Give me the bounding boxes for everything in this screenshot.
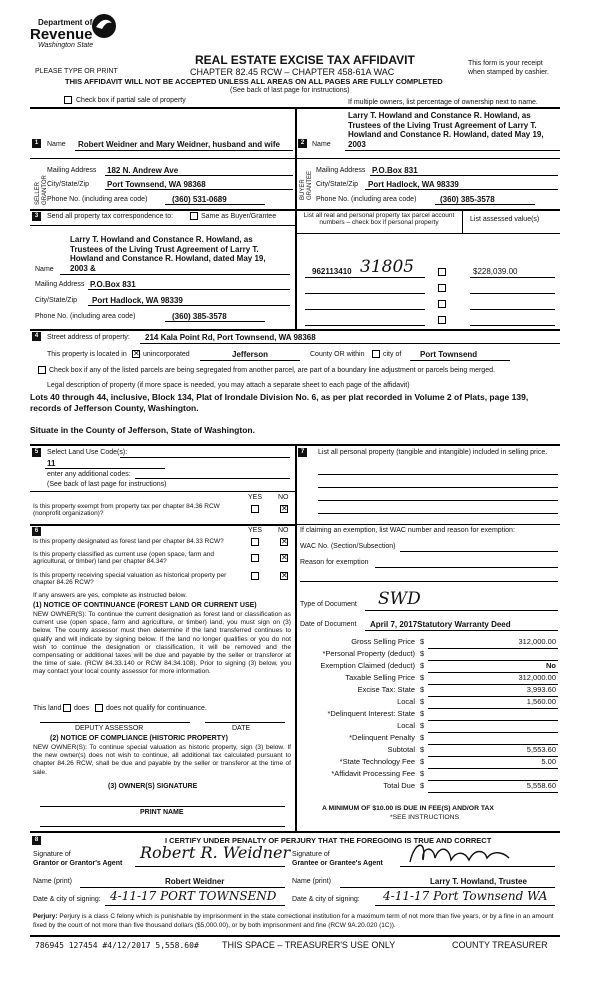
grantor-sig-line <box>135 866 285 867</box>
calc-row <box>300 782 558 794</box>
forest-question: Is this property designated as forest land per chapter 84.33 RCW? <box>33 538 224 545</box>
pp-line-2 <box>318 487 558 488</box>
land-does-label: This land <box>33 705 62 712</box>
sec3-name-last: 2003 & <box>70 264 96 273</box>
grantor-date-line <box>105 905 285 906</box>
seller-city: Port Townsend, WA 98368 <box>107 180 206 189</box>
land-does-not-checkbox[interactable] <box>95 704 103 712</box>
segregated-checkbox[interactable] <box>38 366 46 374</box>
forest-yes-checkbox[interactable] <box>251 538 259 546</box>
date-of-doc-label: Date of Document <box>300 621 357 628</box>
notice1-title: (1) NOTICE OF CONTINUANCE (FOREST LAND OR CURRENT USE) <box>33 602 257 609</box>
historic-question: Is this property receiving special valuation as historical property per chapter 84.26 RCW? <box>33 572 227 587</box>
personal-property-checkbox-2[interactable] <box>438 284 446 292</box>
logo-revenue: Revenue <box>30 26 93 43</box>
city-line <box>410 360 510 361</box>
calc-currency: $ <box>420 649 425 658</box>
unincorporated-checkbox[interactable]: ✕ <box>133 349 140 358</box>
buyer-phone-line <box>435 204 535 205</box>
calc-currency: $ <box>420 721 425 730</box>
wac-line <box>400 551 558 552</box>
buyer-addr-label: Mailing Address <box>316 167 366 174</box>
deputy-assessor-label: DEPUTY ASSESSOR <box>75 725 144 732</box>
county-label: County OR within <box>310 351 365 358</box>
owner-sig-line <box>40 806 285 807</box>
sec3-name-line-2: Trustees of the Living Trust Agreement of Larry T. <box>70 244 259 254</box>
calc-value: No <box>546 661 556 670</box>
city-label: city of <box>383 351 402 358</box>
buyer-city: Port Hadlock, WA 98339 <box>368 180 459 189</box>
calc-label: *State Technology Fee <box>339 757 415 766</box>
street-value: 214 Kala Point Rd, Port Townsend, WA 98368 <box>145 333 316 342</box>
calc-label: Local <box>397 721 415 730</box>
seller-name-line <box>75 150 293 151</box>
assessed-value: $228,039.00 <box>473 267 518 276</box>
county-treasurer-label: COUNTY TREASURER <box>452 940 548 950</box>
calc-value: 5,553.60 <box>526 745 556 754</box>
seller-city-label: City/State/Zip <box>47 181 90 188</box>
grantee-date-line <box>375 905 555 906</box>
if-yes-note: If any answers are yes, complete as instructed below. <box>33 592 187 599</box>
seller-addr: 182 N. Andrew Ave <box>107 166 179 175</box>
pp-line-1 <box>318 474 558 475</box>
parcel-line-3 <box>305 309 425 310</box>
receipt-line-2: when stamped by cashier. <box>468 69 549 76</box>
assessed-line-3 <box>470 309 555 310</box>
deputy-date-label: DATE <box>232 725 251 732</box>
seller-city-line <box>105 189 293 190</box>
revenue-logo <box>30 13 125 53</box>
grantee-sig-line <box>400 866 555 867</box>
unincorporated-label: unincorporated <box>143 351 190 358</box>
street-label: Street address of property: <box>47 334 130 341</box>
seller-name-label: Name <box>47 141 66 148</box>
reason-label: Reason for exemption <box>300 559 369 566</box>
buyer-name-block <box>348 111 544 149</box>
calc-currency: $ <box>420 769 425 778</box>
calc-value: 5,558.60 <box>526 781 556 790</box>
cashier-stamp: 786945 127454 #4/12/2017 5,558.60# <box>35 941 199 950</box>
sec3-name-label: Name <box>35 266 54 273</box>
personal-property-checkbox-1[interactable] <box>438 268 446 276</box>
parcel-header-line <box>295 233 560 234</box>
calc-currency: $ <box>420 709 425 718</box>
seller-phone-label: Phone No. (including area code) <box>47 196 148 203</box>
calc-currency: $ <box>420 757 425 766</box>
parcel-handwritten: 31805 <box>360 257 415 277</box>
parcel-header: List all real and personal property tax parcel account numbers – check box if personal property <box>303 212 455 227</box>
within-city-checkbox[interactable] <box>372 350 380 358</box>
personal-property-checkbox-4[interactable] <box>438 316 446 324</box>
calc-currency: $ <box>420 745 425 754</box>
wac-label: WAC No. (Section/Subsection) <box>300 543 396 550</box>
sec3-label: Send all property tax correspondence to: <box>47 213 174 220</box>
sec6-top-rule <box>30 524 295 526</box>
deputy-line <box>40 722 190 723</box>
current-use-question: Is this property classified as current use (open space, farm and agricultural, or timber) land per chapter 84.34? <box>33 551 215 566</box>
county-line <box>200 360 300 361</box>
calc-line <box>428 660 558 661</box>
calc-value: 1,560.00 <box>526 697 556 706</box>
grantee-sig-label-2: Grantee or Grantee's Agent <box>292 860 383 867</box>
sec3-city: Port Hadlock, WA 98339 <box>92 296 183 305</box>
parcel-line-4 <box>305 325 425 326</box>
personal-property-label: List all personal property (tangible and intangible) included in selling price. <box>318 449 548 456</box>
sec8-top-rule <box>30 831 560 833</box>
calc-row <box>300 770 558 782</box>
exempt-no-checkbox[interactable]: ✕ <box>281 504 288 513</box>
buyer-name-line-4: 2003 <box>348 139 366 149</box>
sec5-see-back: (See back of last page for instructions) <box>47 481 167 488</box>
calc-label: *Delinquent Interest: State <box>327 709 415 718</box>
sec3-sep <box>30 225 295 226</box>
calc-line <box>428 756 558 757</box>
perjury-text: Perjury is a class C felony which is punishable by imprisonment in the state correctional institution for a maximum term of not more than five years, or by a fine in an amount fixed by the court of not more than five thousand dollars ($5,000.00), or by both imprisonment and fine (RCW 9A.20.020 (1C)). <box>33 913 554 929</box>
grantee-name-value: Larry T. Howland, Trustee <box>430 877 527 886</box>
exemption-label: If claiming an exemption, list WAC number and reason for exemption: <box>300 527 515 534</box>
treasurer-use-label: THIS SPACE – TREASURER'S USE ONLY <box>222 940 396 950</box>
calc-label: Gross Selling Price <box>351 637 415 646</box>
lower-center-divider <box>295 444 297 831</box>
sec7-sep <box>295 524 560 525</box>
assessed-line-2 <box>470 293 555 294</box>
type-of-doc-label: Type of Document <box>300 601 357 608</box>
sec3-divider <box>295 209 297 329</box>
calc-line <box>428 708 558 709</box>
current-use-yes-checkbox[interactable] <box>251 554 259 562</box>
grantee-date-hand: 4-11-17 Port Townsend WA <box>383 889 548 903</box>
land-use-code-line <box>45 468 165 469</box>
logo-state: Washington State <box>38 42 94 49</box>
land-use-code: 11 <box>47 459 56 468</box>
sec3-phone-label: Phone No. (including area code) <box>35 313 136 320</box>
grantee-date-label: Date & city of signing: <box>292 896 360 903</box>
calc-row <box>300 746 558 758</box>
warning-line: THIS AFFIDAVIT WILL NOT BE ACCEPTED UNLESS ALL AREAS ON ALL PAGES ARE FULLY COMPLETED <box>65 77 443 86</box>
grantee-sig-label-1: Signature of <box>292 851 330 858</box>
pp-line-3 <box>318 500 558 501</box>
partial-sale-checkbox[interactable] <box>64 96 72 104</box>
grantor-date-hand: 4-11-17 PORT TOWNSEND <box>110 889 277 903</box>
calc-value: 5.00 <box>541 757 556 766</box>
land-does-checkbox[interactable] <box>63 704 71 712</box>
legal-label: Legal description of property (if more space is needed, you may attach a separate sheet to each page of the affidavit) <box>47 382 410 389</box>
minimum-due: A MINIMUM OF $10.00 IS DUE IN FEE(S) AND/OR TAX <box>322 805 494 812</box>
exempt-question: Is this property exempt from property tax per chapter 84.36 RCW (nonprofit organization)? <box>33 503 220 518</box>
calc-currency: $ <box>420 733 425 742</box>
land-use-line <box>120 457 290 458</box>
sec3-phone: (360) 385-3578 <box>172 312 227 321</box>
additional-codes-line <box>135 478 290 479</box>
grantee-name-line <box>340 887 555 888</box>
calc-line <box>428 720 558 721</box>
calc-value: 312,000.00 <box>518 637 556 646</box>
section-7-tag: 7 <box>298 448 307 457</box>
grantor-name-value: Robert Weidner <box>165 877 225 886</box>
city-value: Port Townsend <box>420 350 478 359</box>
sec3-name-block <box>70 235 266 264</box>
land-use-label: Select Land Use Code(s): <box>47 449 128 456</box>
assessed-line-4 <box>470 325 555 326</box>
calc-label: Taxable Selling Price <box>345 673 415 682</box>
county-value: Jefferson <box>232 350 269 359</box>
buyer-addr: P.O.Box 831 <box>372 166 418 175</box>
notice2-title: (2) NOTICE OF COMPLIANCE (HISTORIC PROPERTY) <box>50 735 228 742</box>
owner-signature-label: (3) OWNER(S) SIGNATURE <box>108 783 198 790</box>
partial-sale-label: Check box if partial sale of property <box>76 97 186 104</box>
reason-line-1 <box>375 567 558 568</box>
buyer-phone: (360) 385-3578 <box>440 195 495 204</box>
notice1-body: NEW OWNER(S): To continue the current designation as forest land or classification as current use (open space, farm and agriculture, or timber) land, you must sign on (3) below. The county assessor must then determine if the land transferred continues to qualify and will indicate by signing below. If the land no longer qualifies or you do not wish to continue the designation or classification, it will be removed and the compensating or additional taxes will be due and payable by the seller or transferor at the time of sale. (RCW 84.33.140 or RCW 84.34.108). Prior to signing (3) below, you may contact your local county assessor for more information. <box>33 611 291 676</box>
historic-yes-checkbox[interactable] <box>251 572 259 580</box>
same-as-buyer-label: Same as Buyer/Grantee <box>201 213 277 220</box>
calc-line <box>428 648 558 649</box>
buyer-sep <box>295 158 560 159</box>
please-type: PLEASE TYPE OR PRINT <box>35 68 118 75</box>
deputy-date-line <box>205 722 285 723</box>
section-3-tag: 3 <box>32 212 41 221</box>
calc-currency: $ <box>420 685 425 694</box>
assessed-line-1 <box>470 277 555 278</box>
seller-sep <box>30 158 295 159</box>
grantor-name-label: Name (print) <box>33 878 72 885</box>
section-8-tag: 8 <box>32 836 41 845</box>
buyer-phone-label: Phone No. (including area code) <box>316 196 417 203</box>
grantor-signature: Robert R. Weidner <box>140 843 291 862</box>
calc-value: 312,000.00 <box>518 673 556 682</box>
personal-property-checkbox-3[interactable] <box>438 300 446 308</box>
calc-label: *Affidavit Processing Fee <box>331 769 415 778</box>
historic-no-checkbox[interactable]: ✕ <box>281 571 288 580</box>
sec3-name-line-3: Howland and Constance R. Howland, dated May 19, <box>70 254 266 263</box>
parcel-col-divider <box>462 209 463 233</box>
buyer-side-label: BUYER GRANTEE <box>300 170 313 200</box>
calc-line <box>428 732 558 733</box>
parcel-line-2 <box>305 293 425 294</box>
assessed-header: List assessed value(s) <box>470 216 540 223</box>
located-label: This property is located in <box>47 351 127 358</box>
buyer-name-label: Name <box>312 141 331 148</box>
street-line <box>140 343 560 344</box>
form-chapter: CHAPTER 82.45 RCW – CHAPTER 458-61A WAC <box>190 67 395 77</box>
footer-rule <box>30 935 560 937</box>
calc-label: Exemption Claimed (deduct) <box>320 661 415 670</box>
calc-currency: $ <box>420 637 425 646</box>
calc-value: 3,993.60 <box>526 685 556 694</box>
grantor-name-line <box>80 887 285 888</box>
buyer-name-line-2: Trustees of the Living Trust Agreement of Larry T. <box>348 120 537 130</box>
calc-row <box>300 674 558 686</box>
calc-currency: $ <box>420 781 425 790</box>
sec3-addr-label: Mailing Address <box>35 281 85 288</box>
seller-addr-label: Mailing Address <box>47 167 97 174</box>
sec3-phone-line <box>165 321 265 322</box>
calc-currency: $ <box>420 697 425 706</box>
calc-label: Subtotal <box>387 745 415 754</box>
same-as-buyer-checkbox[interactable] <box>190 212 198 220</box>
calc-currency: $ <box>420 661 425 670</box>
sec3-addr-line <box>88 289 290 290</box>
calc-row <box>300 686 558 698</box>
sec5-sep <box>30 491 295 492</box>
see-back-header: (See back of last page for instructions) <box>230 87 350 94</box>
pp-line-4 <box>318 513 558 514</box>
section-5-tag: 5 <box>32 448 41 457</box>
calc-currency: $ <box>420 673 425 682</box>
form-title: REAL ESTATE EXCISE TAX AFFIDAVIT <box>195 53 415 67</box>
buyer-name-line <box>345 150 560 151</box>
seller-name: Robert Weidner and Mary Weidner, husband and wife <box>78 140 280 149</box>
section-4-tag: 4 <box>32 332 41 341</box>
perjury-label: Perjury: <box>33 913 58 920</box>
grantee-signature-icon <box>405 838 515 868</box>
legal-description: Lots 40 through 44, inclusive, Block 134, Plat of Irondale Division No. 6, as per plat recorded in Volume 2 of Plats, page 139, records of Jefferson County, Washington. <box>30 392 529 413</box>
calc-row <box>300 734 558 746</box>
calc-line <box>428 768 558 769</box>
grantee-name-label: Name (print) <box>292 878 331 885</box>
seller-side-label: SELLER GRANTOR <box>35 175 48 205</box>
calc-label: Total Due <box>383 781 415 790</box>
sec3-city-label: City/State/Zip <box>35 297 78 304</box>
calc-label: Excise Tax: State <box>357 685 415 694</box>
land-does-text: does <box>74 705 90 712</box>
sec4-top-rule <box>30 329 560 331</box>
calc-label: Local <box>397 697 415 706</box>
parcel-number: 962113410 <box>312 267 352 276</box>
calc-row <box>300 722 558 734</box>
date-of-doc-value: April 7, 2017Statutory Warranty Deed <box>370 620 511 629</box>
type-of-doc-line <box>365 610 558 611</box>
print-name-label: PRINT NAME <box>140 809 184 816</box>
calc-line <box>428 792 558 793</box>
seller-addr-line <box>105 175 293 176</box>
sec6-yes: YES <box>248 527 263 534</box>
sec6-no: NO <box>278 527 289 534</box>
buyer-city-line <box>365 189 558 190</box>
buyer-name-line-1: Larry T. Howland and Constance R. Howland, as <box>348 111 531 120</box>
current-use-no-checkbox[interactable]: ✕ <box>281 553 288 562</box>
land-does-not-text: does not qualify for continuance. <box>106 705 207 712</box>
exempt-yes-checkbox[interactable] <box>251 505 259 513</box>
print-name-line <box>40 826 285 827</box>
notice2-body: NEW OWNER(S): To continue special valuation as historic property, sign (3) below. If the new owner(s) does not wish to continue, all additional tax calculated pursuant to chapter 84.26 RCW, shall be due and payable by the seller or transferor at the time of sale. <box>33 744 291 776</box>
grantor-date-label: Date & city of signing: <box>33 896 101 903</box>
calc-row <box>300 710 558 722</box>
sec3-name-line <box>60 274 290 275</box>
calc-label: *Personal Property (deduct) <box>322 649 415 658</box>
sec5-yes: YES <box>248 494 263 501</box>
segregated-label: Check box if any of the listed parcels are being segregated from another parcel, are part of a boundary line adjustment or parcels being merged. <box>49 367 495 374</box>
multiple-owners-label: If multiple owners, list percentage of ownership next to name. <box>348 99 538 106</box>
buyer-name-line-3: Howland and Constance R. Howland, dated May 19, <box>348 130 544 139</box>
section-1-tag: 1 <box>32 139 41 148</box>
logo-dept: Department of <box>38 18 93 27</box>
sec3-addr: P.O.Box 831 <box>90 280 136 289</box>
date-of-doc-line <box>365 630 558 631</box>
reason-line-2 <box>300 581 558 582</box>
situate-line: Situate in the County of Jefferson, State of Washington. <box>30 425 255 435</box>
see-instructions: *SEE INSTRUCTIONS <box>390 814 460 821</box>
seller-phone-line <box>165 204 265 205</box>
buyer-addr-line <box>370 175 558 176</box>
receipt-line-1: This form is your receipt <box>468 60 543 67</box>
calc-label: *Delinquent Penalty <box>349 733 415 742</box>
sec5-no: NO <box>278 494 289 501</box>
section-6-tag: 6 <box>32 527 41 536</box>
grantor-sig-label-1: Signature of <box>33 851 71 858</box>
grantor-sig-label-2: Grantor or Grantor's Agent <box>33 860 123 867</box>
certify-line: I CERTIFY UNDER PENALTY OF PERJURY THAT THE FOREGOING IS TRUE AND CORRECT <box>165 836 492 845</box>
parcel-line-1 <box>305 277 425 278</box>
section-2-tag: 2 <box>298 139 307 148</box>
type-of-doc-value: SWD <box>378 589 421 609</box>
forest-no-checkbox[interactable]: ✕ <box>281 537 288 546</box>
seller-phone: (360) 531-0689 <box>172 195 227 204</box>
sec3-name-line-1: Larry T. Howland and Constance R. Howland, as <box>70 235 253 244</box>
buyer-city-label: City/State/Zip <box>316 181 359 188</box>
perjury-block <box>33 913 560 930</box>
revenue-swoosh-icon <box>90 13 118 39</box>
sec3-city-line <box>88 305 290 306</box>
additional-codes-label: enter any additional codes: <box>47 471 131 478</box>
